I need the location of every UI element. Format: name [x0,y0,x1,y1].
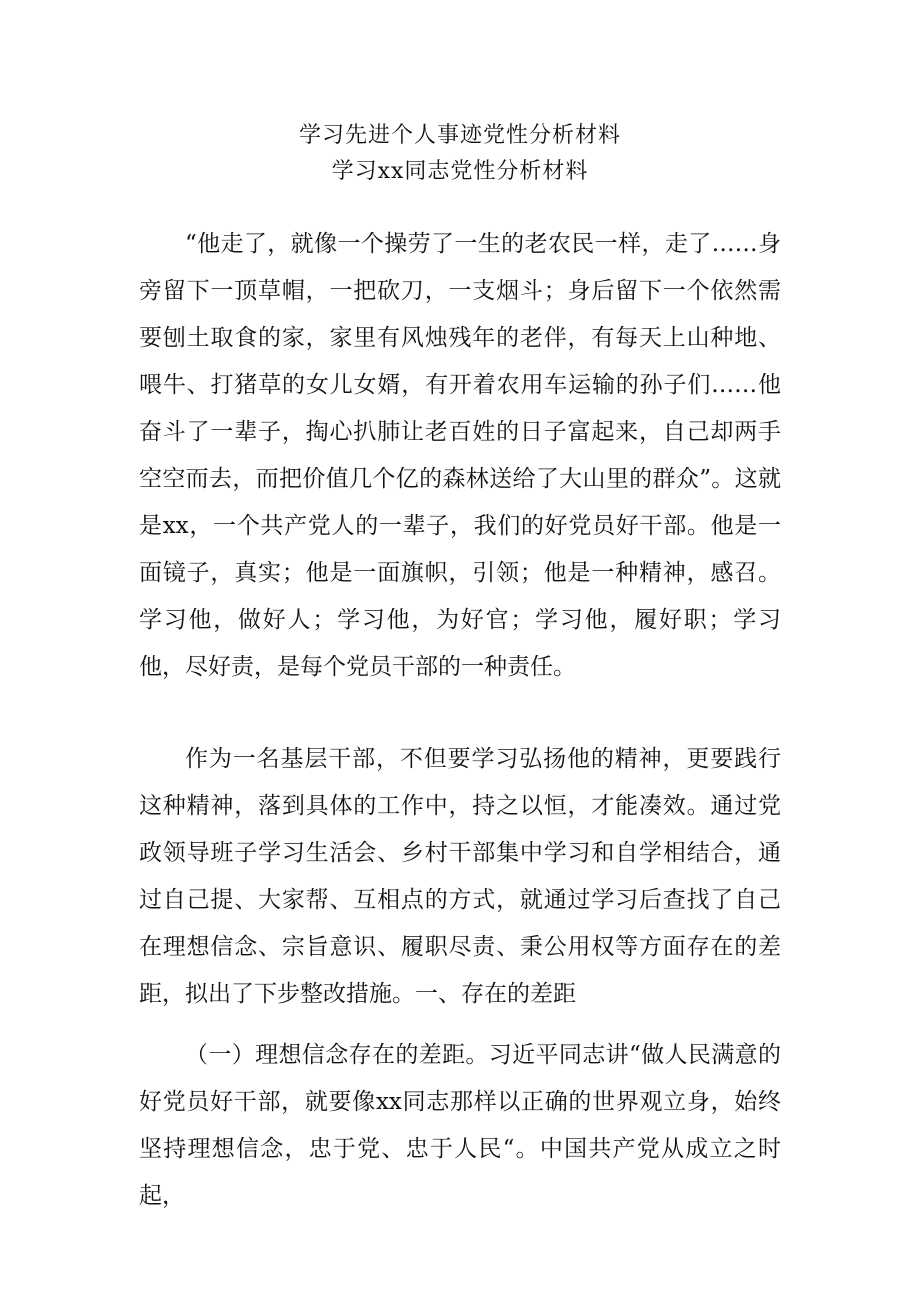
paragraph: （一）理想信念存在的差距。习近平同志讲“做人民满意的好党员好干部，就要像xx同志那样以正确的世界观立身，始终坚持理想信念，忠于党、忠于人民“。中国共产党从成立之时起， [139,1042,781,1209]
paragraph: “他走了，就像一个操劳了一生的老农民一样，走了……身旁留下一顶草帽，一把砍刀，一支烟斗；身后留下一个依然需要刨土取食的家，家里有风烛残年的老伴，有每天上山种地、喂牛、打猪草的女儿女婿，有开着农用车运输的孙子们……他奋斗了一辈子，掏心扒肺让老百姓的日子富起来，自己却两手空空而去，而把价值几个亿的森林送给了大山里的群众”。这就是xx，一个共产党人的一辈子，我们的好党员好干部。他是一面镜子，真实；他是一面旗帜，引领；他是一种精神，感召。学习他，做好人；学习他，为好官；学习他，履好职；学习他，尽好责，是每个党员干部的一种责任。 [139,231,781,680]
title-block [0,118,920,190]
document-subtitle: 学习xx同志党性分析材料 [331,159,589,184]
document-title: 学习先进个人事迹党性分析材料 [298,123,621,148]
paragraph: 作为一名基层干部，不但要学习弘扬他的精神，更要践行这种精神，落到具体的工作中，持之以恒，才能凑效。通过党政领导班子学习生活会、乡村干部集中学习和自学相结合，通过自己提、大家帮、互相点的方式，就通过学习后查找了自己在理想信念、宗旨意识、履职尽责、秉公用权等方面存在的差距，拟出了下步整改措施。一、存在的差距 [139,746,781,1007]
